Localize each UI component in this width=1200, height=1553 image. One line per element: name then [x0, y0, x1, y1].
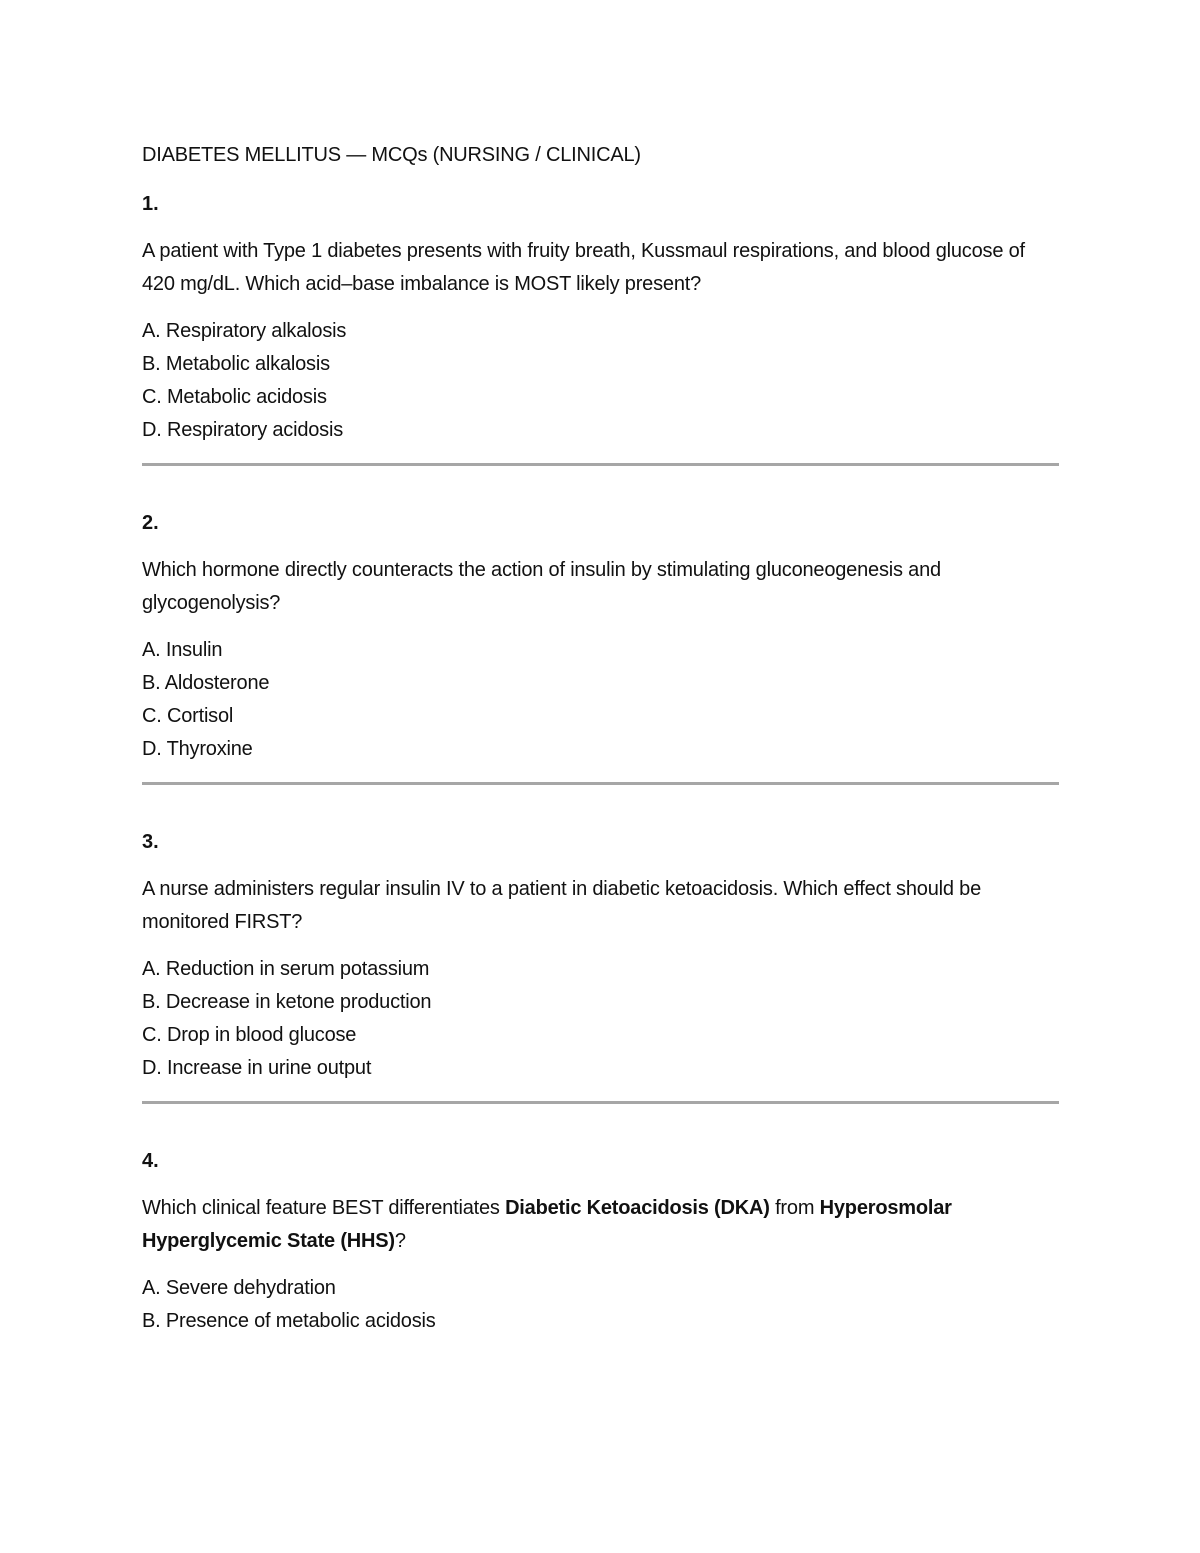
question-number: 2.	[142, 512, 159, 534]
document-title: DIABETES MELLITUS — MCQs (NURSING / CLINICAL)	[142, 144, 641, 166]
option-list	[142, 953, 1059, 1085]
option-a: A. Reduction in serum potassium	[142, 958, 430, 980]
question-text	[142, 873, 1059, 939]
question-3	[142, 825, 1059, 1104]
question-text	[142, 235, 1059, 301]
question-number: 1.	[142, 193, 159, 215]
option-b: B. Decrease in ketone production	[142, 991, 432, 1013]
option-d: D. Increase in urine output	[142, 1057, 372, 1079]
question-2	[142, 506, 1059, 785]
option-list	[142, 315, 1059, 447]
option-c: C. Drop in blood glucose	[142, 1024, 357, 1046]
option-b: B. Aldosterone	[142, 672, 270, 694]
option-b: B. Presence of metabolic acidosis	[142, 1310, 436, 1332]
option-a: A. Insulin	[142, 639, 223, 661]
question-text-part: A patient with Type 1 diabetes presents with fruity breath, Kussmaul respirations, and blood glucose of 420 mg/dL. Which acid–base imbalance is MOST likely present?	[142, 240, 1025, 295]
question-text-part: A nurse administers regular insulin IV to a patient in diabetic ketoacidosis. Which effect should be monitored FIRST?	[142, 878, 981, 933]
term-dka: Diabetic Ketoacidosis (DKA)	[505, 1197, 770, 1219]
question-number: 4.	[142, 1150, 159, 1172]
option-list	[142, 1272, 1059, 1338]
question-text	[142, 554, 1059, 620]
option-c: C. Metabolic acidosis	[142, 386, 327, 408]
option-d: D. Respiratory acidosis	[142, 419, 344, 441]
question-text-part: Which clinical feature BEST differentiates	[142, 1197, 506, 1219]
option-a: A. Severe dehydration	[142, 1277, 336, 1299]
option-a: A. Respiratory alkalosis	[142, 320, 347, 342]
option-b: B. Metabolic alkalosis	[142, 353, 330, 375]
horizontal-divider	[142, 1101, 1059, 1104]
option-d: D. Thyroxine	[142, 738, 253, 760]
term-hhs: Hyperosmolar Hyperglycemic State (HHS)	[142, 1197, 952, 1252]
horizontal-divider	[142, 463, 1059, 466]
option-c: C. Cortisol	[142, 705, 234, 727]
question-text-part: from	[769, 1197, 820, 1219]
question-text	[142, 1192, 1059, 1258]
question-text-part: Which hormone directly counteracts the action of insulin by stimulating gluconeogenesis and glycogenolysis?	[142, 559, 941, 614]
question-4	[142, 1144, 1059, 1338]
horizontal-divider	[142, 782, 1059, 785]
question-number: 3.	[142, 831, 159, 853]
option-list	[142, 634, 1059, 766]
question-1	[142, 187, 1059, 466]
question-text-part: ?	[394, 1230, 406, 1252]
document-page	[142, 138, 1059, 1338]
